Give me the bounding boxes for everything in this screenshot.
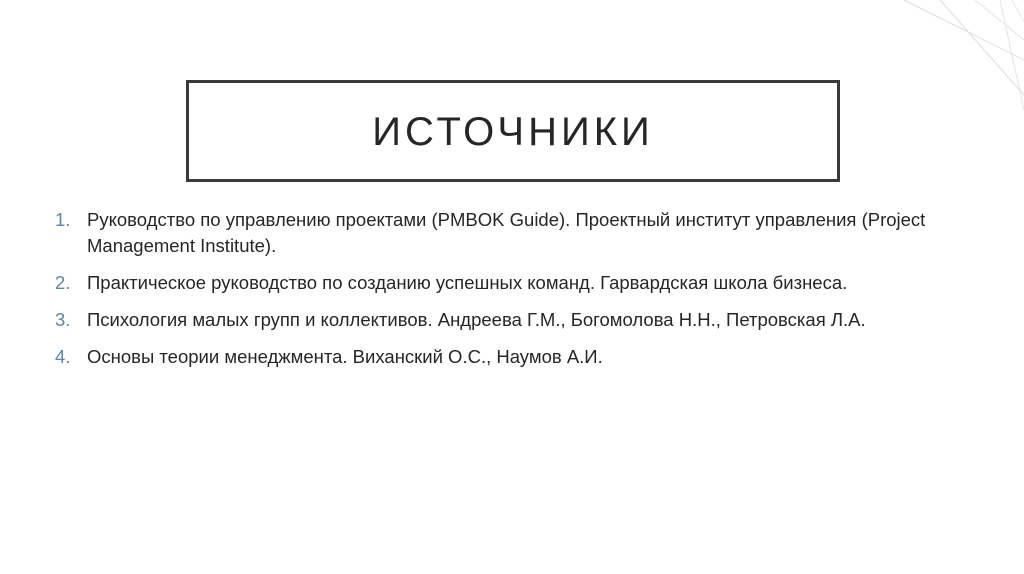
slide-title: ИСТОЧНИКИ: [372, 109, 654, 154]
deco-line: [904, 0, 1024, 60]
list-item-number: 2.: [55, 272, 71, 293]
sources-list: [55, 207, 955, 381]
list-item: [55, 307, 955, 333]
list-item-text: Психология малых групп и коллективов. Андреева Г.М., Богомолова Н.Н., Петровская Л.А.: [87, 309, 866, 330]
deco-line: [1012, 0, 1024, 22]
list-item: [55, 207, 955, 259]
title-frame: [186, 80, 840, 182]
list-item-text: Руководство по управлению проектами (PMBOK Guide). Проектный институт управления (Project Management Institute).: [87, 209, 926, 256]
list-item-number: 3.: [55, 309, 71, 330]
list-item: [55, 270, 955, 296]
list-item-number: 1.: [55, 209, 71, 230]
deco-line: [975, 0, 1024, 40]
list-item: [55, 344, 955, 370]
deco-line: [1000, 0, 1024, 110]
list-item-number: 4.: [55, 346, 71, 367]
list-item-text: Основы теории менеджмента. Виханский О.С., Наумов А.И.: [87, 346, 603, 367]
deco-line: [940, 0, 1024, 95]
list-item-text: Практическое руководство по созданию успешных команд. Гарвардская школа бизнеса.: [87, 272, 848, 293]
